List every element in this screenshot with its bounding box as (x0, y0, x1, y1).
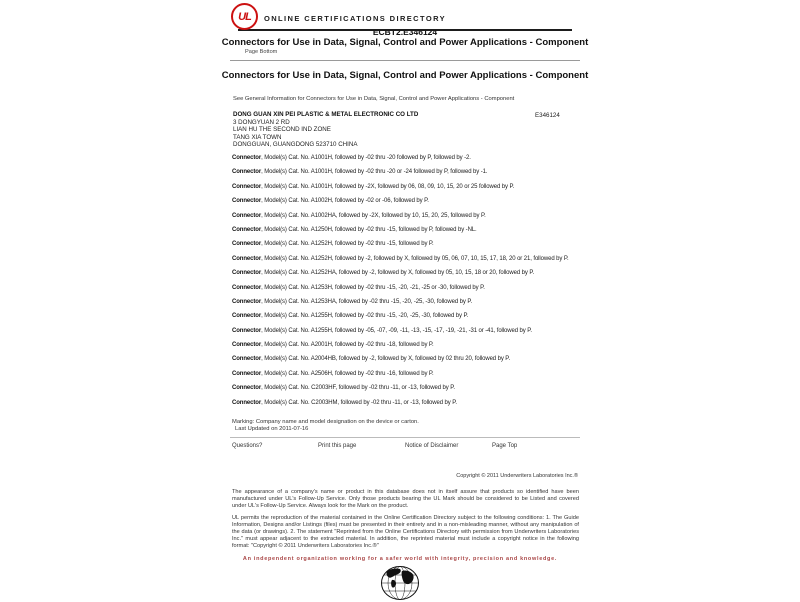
connector-row-type: Connector (232, 183, 262, 190)
connector-row-type: Connector (232, 155, 262, 161)
ul-tagline: An independent organization working for a safer world with integrity, precision and knowledge. (242, 556, 558, 562)
footer-divider (230, 437, 580, 438)
connector-row-text: , Model(s) Cat. No. A1253H, followed by -02 thru -15, -20, -21, -25 or -30, followed by P. (261, 284, 485, 291)
connector-row-text: , Model(s) Cat. No. A1001H, followed by -02 thru -20 or -24 followed by P, followed by -1. (261, 169, 488, 176)
connector-row-text: , Model(s) Cat. No. C2003HM, followed by -02 thru -11, or -13, followed by P. (261, 399, 457, 406)
connector-row-type: Connector (232, 385, 262, 392)
connector-row (232, 356, 592, 362)
connector-row-type: Connector (232, 270, 262, 277)
address-line: 3 DONGYUAN 2 RD (233, 119, 290, 126)
connector-row-type: Connector (232, 255, 262, 262)
connector-row-type: Connector (232, 356, 262, 363)
connector-row-text: , Model(s) Cat. No. A1250H, followed by -02 thru -15, followed by P, followed by -NL. (261, 226, 477, 233)
connector-list (232, 155, 592, 414)
address-line: DONGGUAN, GUANGDONG 523710 CHINA (233, 140, 358, 148)
connector-row-text: , Model(s) Cat. No. A1252H, followed by -2, followed by X, followed by 05, 06, 07, 10, 15, 17, 18, 20 or 21, followed by P. (261, 255, 569, 262)
connector-row-text: , Model(s) Cat. No. C2003HF, followed by -02 thru -11, or -13, followed by P. (261, 385, 455, 392)
disclaimer-link[interactable]: Notice of Disclaimer (405, 443, 459, 449)
ul-logo-text: UL (238, 10, 251, 23)
connector-row (232, 155, 592, 161)
print-page-link[interactable]: Print this page (318, 443, 357, 449)
connector-row-text: , Model(s) Cat. No. A2001H, followed by -02 thru -18, followed by P. (261, 342, 434, 349)
globe-icon (380, 565, 420, 602)
connector-row (232, 213, 592, 219)
section-heading: Connectors for Use in Data, Signal, Control and Power Applications - Component (221, 70, 589, 81)
connector-row (232, 169, 592, 175)
company-name: DONG GUAN XIN PEI PLASTIC & METAL ELECTRONIC CO LTD (233, 111, 419, 118)
connector-row-type: Connector (232, 169, 262, 176)
connector-row (232, 256, 592, 262)
connector-row-text: , Model(s) Cat. No. A1001H, followed by -02 thru -20 followed by P, followed by -2. (261, 155, 471, 161)
connector-row-text: , Model(s) Cat. No. A1253HA, followed by -02 thru -15, -20, -25, -30, followed by P. (261, 298, 473, 305)
connector-row (232, 184, 592, 190)
file-number: E346124 (535, 112, 560, 119)
connector-row-text: , Model(s) Cat. No. A1002H, followed by -02 or -06, followed by P. (261, 198, 429, 205)
copyright-text: Copyright © 2011 Underwriters Laboratories Inc.® (456, 473, 578, 479)
connector-row-text: , Model(s) Cat. No. A1255H, followed by -02 thru -15, -20, -25, -30, followed by P. (261, 313, 469, 320)
connector-row (232, 299, 592, 305)
connector-row (232, 241, 592, 247)
connector-row (232, 198, 592, 204)
connector-row-type: Connector (232, 370, 262, 377)
page-top-link[interactable]: Page Top (492, 443, 518, 449)
connector-row-type: Connector (232, 298, 262, 305)
connector-row-type: Connector (232, 327, 262, 334)
directory-header-label: ONLINE CERTIFICATIONS DIRECTORY (264, 14, 447, 23)
connector-row (232, 385, 592, 391)
header-divider (230, 60, 580, 61)
connector-row (232, 313, 592, 319)
connector-row (232, 400, 592, 406)
connector-row-text: , Model(s) Cat. No. A1252H, followed by -02 thru -15, followed by P. (261, 241, 434, 248)
connector-row-text: , Model(s) Cat. No. A1252HA, followed by -2, followed by X, followed by 05, 10, 15, 18 or 20, followed by P. (261, 270, 535, 277)
connector-row-type: Connector (232, 212, 262, 219)
page-bottom-link[interactable]: Page Bottom (245, 49, 278, 55)
connector-row-type: Connector (232, 198, 262, 205)
ul-logo-icon (231, 3, 258, 30)
address-line: TANG XIA TOWN (233, 133, 282, 141)
connector-row-type: Connector (232, 342, 262, 349)
questions-link[interactable]: Questions? (232, 443, 263, 449)
connector-row-type: Connector (232, 399, 262, 406)
general-info-link[interactable]: See General Information for Connectors for Use in Data, Signal, Control and Power Applications - Component (233, 96, 515, 102)
connector-row (232, 371, 592, 377)
connector-row-text: , Model(s) Cat. No. A1001H, followed by -2X, followed by 06, 08, 09, 10, 15, 20 or 25 followed by P. (261, 183, 515, 190)
company-address (233, 119, 357, 148)
connector-row (232, 270, 592, 276)
address-line: LIAN HU THE SECOND IND ZONE (233, 126, 331, 134)
connector-row-text: , Model(s) Cat. No. A2506H, followed by -02 thru -16, followed by P. (261, 370, 434, 377)
connector-row-type: Connector (232, 313, 262, 320)
marking-block (232, 419, 419, 433)
connector-row-text: , Model(s) Cat. No. A2004HB, followed by -2, followed by X, followed by 02 thru 20, followed by P. (261, 356, 511, 363)
directory-header-bar (238, 8, 572, 31)
connector-row-type: Connector (232, 226, 262, 233)
connector-row-text: , Model(s) Cat. No. A1002HA, followed by -2X, followed by 10, 15, 20, 25, followed by P. (261, 212, 486, 219)
marking-text: Marking: Company name and model designation on the device or carton. (232, 419, 419, 425)
connector-row-text: , Model(s) Cat. No. A1255H, followed by -05, -07, -09, -11, -13, -15, -17, -19, -21, -31 or -41, followed by P. (261, 327, 532, 334)
footer-paragraph-appearance: The appearance of a company's name or product in this database does not in itself assure that products so identified have been manufactured under UL's Follow-Up Service. Only those products bearing the UL Mark should be considered to be Listed and covered under UL's Follow-Up Service. Always look for the Mark on the product. (232, 489, 579, 510)
footer-paragraph-reproduction: UL permits the reproduction of the material contained in the Online Certification Directory subject to the following conditions: 1. The Guide Information, Designs and/or Listings (files) must be presented in their entirety and in a non-misleading manner, without any manipulation of the data (or drawings). 2. The statement "Reprinted from the Online Certifications Directory with permission from Underwriters Laboratories Inc." must appear adjacent to the extracted material. In addition, the reprinted material must include a copyright notice in the following format: "Copyright © 2011 Underwriters Laboratories Inc.®" (232, 515, 579, 550)
connector-row (232, 285, 592, 291)
page-title: Connectors for Use in Data, Signal, Control and Power Applications - Component (221, 37, 589, 48)
connector-row (232, 328, 592, 334)
certification-code: ECBT2.E346124 (372, 27, 438, 37)
connector-row (232, 342, 592, 348)
connector-row (232, 227, 592, 233)
connector-row-type: Connector (232, 284, 262, 291)
last-updated-text: Last Updated on 2011-07-16 (235, 426, 309, 433)
connector-row-type: Connector (232, 241, 262, 248)
